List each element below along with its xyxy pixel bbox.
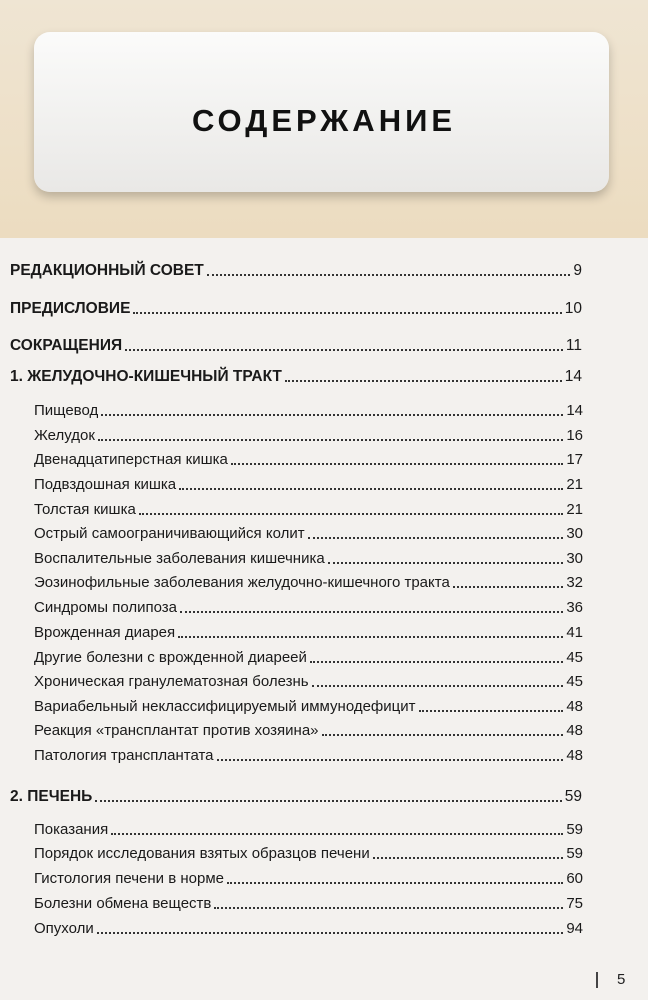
dot-leader xyxy=(312,685,564,687)
dot-leader xyxy=(111,833,563,835)
toc-entry-page: 48 xyxy=(566,747,583,764)
dot-leader xyxy=(178,636,563,638)
toc-entry-editorial-board[interactable] xyxy=(10,262,582,280)
toc-entry-page: 14 xyxy=(564,368,582,385)
toc-entry-eosinophilic[interactable] xyxy=(34,574,583,592)
toc-entry-label: Толстая кишка xyxy=(34,501,136,518)
dot-leader xyxy=(453,586,564,588)
toc-entry-page: 32 xyxy=(566,574,583,591)
toc-entry-acute-colitis[interactable] xyxy=(34,525,583,543)
toc-entry-normal-histology[interactable] xyxy=(34,870,583,888)
toc-entry-page: 36 xyxy=(566,599,583,616)
dot-leader xyxy=(98,439,563,441)
toc-entry-preface[interactable] xyxy=(10,300,582,318)
toc-entry-label: РЕДАКЦИОННЫЙ СОВЕТ xyxy=(10,262,204,279)
dot-leader xyxy=(101,414,563,416)
dot-leader xyxy=(322,734,564,736)
toc-entry-label: Воспалительные заболевания кишечника xyxy=(34,550,325,567)
toc-entry-page: 45 xyxy=(566,649,583,666)
toc-entry-page: 17 xyxy=(566,451,583,468)
toc-entry-label: Подвздошная кишка xyxy=(34,476,177,493)
toc-entry-label: Патология трансплантата xyxy=(34,747,214,764)
dot-leader xyxy=(310,661,563,663)
toc-entry-liver-samples[interactable] xyxy=(34,845,583,863)
toc-entry-label: Порядок исследования взятых образцов печени xyxy=(34,845,370,862)
toc-entry-label: Реакция «трансплантат против хозяина» xyxy=(34,722,319,739)
toc-entry-page: 14 xyxy=(566,402,583,419)
dot-leader xyxy=(217,759,564,761)
toc-entry-page: 59 xyxy=(564,788,582,805)
toc-entry-esophagus[interactable] xyxy=(34,402,583,420)
dot-leader xyxy=(373,857,564,859)
dot-leader xyxy=(419,710,564,712)
toc-entry-polyposis[interactable] xyxy=(34,599,583,617)
footer-divider xyxy=(596,972,598,988)
dot-leader xyxy=(180,611,563,613)
dot-leader xyxy=(214,907,563,909)
toc-entry-label: Пищевод xyxy=(34,402,99,419)
toc-entry-page: 21 xyxy=(566,501,583,518)
toc-entry-liver[interactable] xyxy=(10,788,582,806)
toc-entry-label: Показания xyxy=(34,821,109,838)
toc-entry-page: 48 xyxy=(566,722,583,739)
toc-entry-label: Опухоли xyxy=(34,920,94,937)
toc-entry-stomach[interactable] xyxy=(34,427,583,445)
toc-entry-metabolic[interactable] xyxy=(34,895,583,913)
dot-leader xyxy=(308,537,564,539)
toc-entry-label: Двенадцатиперстная кишка xyxy=(34,451,228,468)
toc-entry-indications[interactable] xyxy=(34,821,583,839)
page-title: СОДЕРЖАНИЕ xyxy=(191,103,457,138)
dot-leader xyxy=(227,882,563,884)
toc-entry-page: 75 xyxy=(566,895,583,912)
dot-leader xyxy=(328,562,564,564)
toc-entry-page: 59 xyxy=(566,845,583,862)
toc-entry-label: Болезни обмена веществ xyxy=(34,895,212,912)
dot-leader xyxy=(125,349,563,351)
toc-entry-page: 41 xyxy=(566,624,583,641)
toc-entry-gi-tract[interactable] xyxy=(10,368,582,386)
dot-leader xyxy=(285,380,562,382)
toc-entry-page: 9 xyxy=(573,262,582,279)
toc-entry-page: 45 xyxy=(566,673,583,690)
dot-leader xyxy=(179,488,563,490)
toc-entry-label: Гистология печени в норме xyxy=(34,870,224,887)
toc-entry-page: 48 xyxy=(566,698,583,715)
toc-entry-page: 11 xyxy=(565,337,582,354)
toc-entry-label: Синдромы полипоза xyxy=(34,599,177,616)
dot-leader xyxy=(139,513,564,515)
toc-entry-label: 2. ПЕЧЕНЬ xyxy=(10,788,93,805)
toc-entry-other-diarrhea[interactable] xyxy=(34,649,583,667)
toc-entry-tumors[interactable] xyxy=(34,920,583,938)
toc-entry-label: СОКРАЩЕНИЯ xyxy=(10,337,123,354)
toc-entry-page: 16 xyxy=(566,427,583,444)
toc-entry-label: Хроническая гранулематозная болезнь xyxy=(34,673,309,690)
toc-entry-ibd[interactable] xyxy=(34,550,583,568)
dot-leader xyxy=(97,932,564,934)
dot-leader xyxy=(95,800,561,802)
toc-entry-label: Врожденная диарея xyxy=(34,624,176,641)
toc-entry-gvhd[interactable] xyxy=(34,722,583,740)
dot-leader xyxy=(231,463,563,465)
toc-entry-page: 30 xyxy=(566,550,583,567)
toc-entry-page: 10 xyxy=(564,300,582,317)
toc-entry-abbreviations[interactable] xyxy=(10,337,582,355)
toc-entry-page: 59 xyxy=(566,821,583,838)
toc-entry-page: 30 xyxy=(566,525,583,542)
dot-leader xyxy=(207,274,571,276)
toc-entry-cgd[interactable] xyxy=(34,673,583,691)
dot-leader xyxy=(133,312,561,314)
toc-entry-label: Вариабельный неклассифицируемый иммунодефицит xyxy=(34,698,416,715)
toc-entry-page: 60 xyxy=(566,870,583,887)
toc-entry-label: 1. ЖЕЛУДОЧНО-КИШЕЧНЫЙ ТРАКТ xyxy=(10,368,282,385)
toc-entry-label: Эозинофильные заболевания желудочно-кишечного тракта xyxy=(34,574,450,591)
toc-entry-label: ПРЕДИСЛОВИЕ xyxy=(10,300,131,317)
toc-entry-colon[interactable] xyxy=(34,501,583,519)
toc-entry-label: Другие болезни с врожденной диареей xyxy=(34,649,307,666)
toc-entry-page: 94 xyxy=(566,920,583,937)
toc-entry-ileum[interactable] xyxy=(34,476,583,494)
toc-entry-transplant-pathology[interactable] xyxy=(34,747,583,765)
page-number: 5 xyxy=(617,971,626,988)
toc-entry-duodenum[interactable] xyxy=(34,451,583,469)
toc-entry-label: Желудок xyxy=(34,427,95,444)
toc-entry-page: 21 xyxy=(566,476,583,493)
toc-entry-label: Острый самоограничивающийся колит xyxy=(34,525,305,542)
toc-entry-congenital-diarrhea[interactable] xyxy=(34,624,583,642)
toc-entry-cvid[interactable] xyxy=(34,698,583,716)
